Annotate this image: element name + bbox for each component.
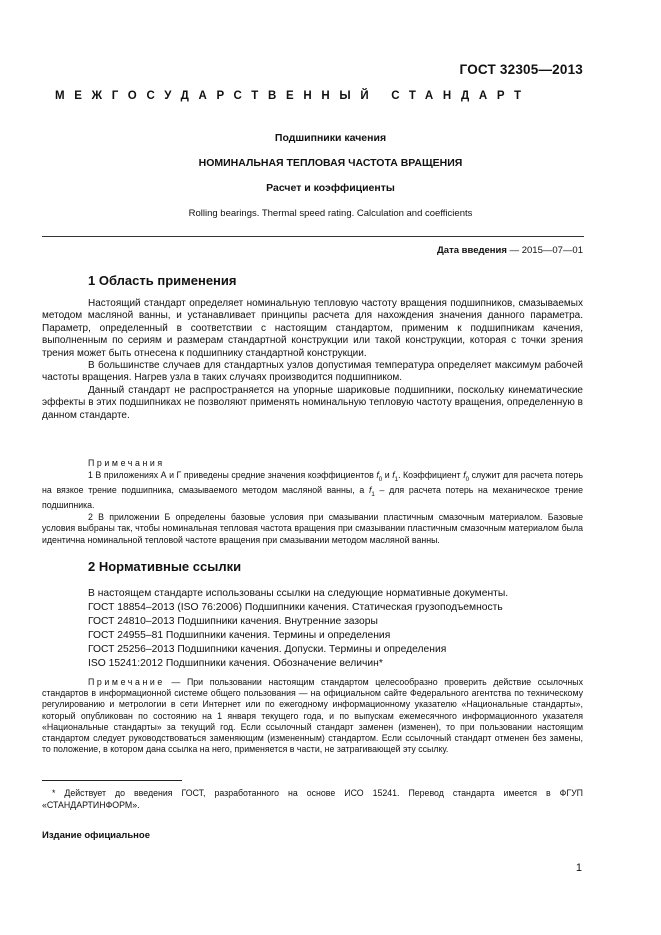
note-text: — При пользовании настоящим стандартом целесообразно проверить действие ссылочных стандартов в информационной системе общего пользования — на официальном сайте Федерального агентства по техническому регулированию и метрологии в сети Интернет или по ежегодному информационному указателю «Национальные стандарты», который опубликован по состоянию на 1 января текущего года, и по выпускам ежемесячного информационного указателя «Национальные стандарты» за текущий год. Если ссылочный стандарт заменен (изменен), то при пользовании настоящим стандартом следует руководствоваться заменяющим (измененным) стандартом. Если ссылочный стандарт отменен без замены, то положение, в котором дана ссылка на него, применяется в части, не затрагивающей эту ссылку. bbox=[42, 677, 583, 755]
intro-date-label: Дата введения bbox=[437, 245, 507, 256]
title-english: Rolling bearings. Thermal speed rating. Calculation and coefficients bbox=[188, 208, 473, 219]
title-sub: Расчет и коэффициенты bbox=[266, 182, 395, 194]
reference-item: ГОСТ 24810–2013 Подшипники качения. Внутренние зазоры bbox=[88, 616, 378, 627]
section-1-body bbox=[42, 298, 583, 422]
section-1-heading: 1 Область применения bbox=[88, 273, 237, 288]
section-2-heading: 2 Нормативные ссылки bbox=[88, 559, 242, 574]
section-2-note bbox=[42, 677, 583, 755]
reference-item: В настоящем стандарте использованы ссылки на следующие нормативные документы. bbox=[88, 588, 509, 599]
standard-type: МЕЖГОСУДАРСТВЕННЫЙ СТАНДАРТ bbox=[55, 90, 531, 102]
section-1-notes bbox=[42, 458, 583, 546]
intro-date-value: — 2015—07—01 bbox=[509, 245, 583, 256]
title-subject: Подшипники качения bbox=[274, 132, 387, 144]
reference-item: ГОСТ 24955–81 Подшипники качения. Термины и определения bbox=[88, 630, 391, 641]
reference-item: ISO 15241:2012 Подшипники качения. Обозначение величин* bbox=[88, 658, 383, 669]
notes-label: Примечания bbox=[88, 458, 165, 468]
footnote: * Действует до введения ГОСТ, разработанного на основе ИСО 15241. Перевод стандарта имеется в ФГУП «СТАНДАРТИНФОРМ». bbox=[42, 788, 583, 810]
note-1: 1 В приложениях А и Г приведены средние значения коэффициентов $f_0$ и $f_1$. Коэффициент $f_0$ служит для расчета потерь на вязкое трение подшипника, смазываемого методом масляной ванны, а $f_1$ – для расчета потерь на механическое трение подшипника. bbox=[42, 469, 583, 510]
normative-references bbox=[88, 587, 508, 671]
paragraph: Данный стандарт не распространяется на упорные шариковые подшипники, поскольку кинематические эффекты в этих подшипниках не позволяют применять номинальную тепловую частоту вращения, определенную в данном стандарте. bbox=[42, 384, 583, 421]
note-2: 2 В приложении Б определены базовые условия при смазывании пластичным смазочным материалом. Базовые условия выбраны так, чтобы номинальная тепловая частота вращения при смазывании пластичным смазочным материалом была идентична номинальной тепловой частоте вращения при смазывании методом масляной ванны. bbox=[42, 511, 583, 545]
page-number: 1 bbox=[575, 862, 582, 874]
reference-item: ГОСТ 25256–2013 Подшипники качения. Допуски. Термины и определения bbox=[88, 644, 447, 655]
reference-item: ГОСТ 18854–2013 (ISO 76:2006) Подшипники качения. Статическая грузоподъемность bbox=[88, 602, 503, 613]
paragraph: В большинстве случаев для стандартных узлов допустимая температура определяет максимум рабочей частоты вращения. Нагрев узла в таких случаях производится подшипником. bbox=[42, 360, 583, 384]
footnote-divider bbox=[42, 780, 182, 781]
title-main: НОМИНАЛЬНАЯ ТЕПЛОВАЯ ЧАСТОТА ВРАЩЕНИЯ bbox=[198, 157, 463, 169]
gost-number: ГОСТ 32305—2013 bbox=[459, 62, 583, 77]
paragraph: Настоящий стандарт определяет номинальную тепловую частоту вращения подшипников, смазываемых методом масляной ванны, и устанавливает принципы расчета для нахождения значения данного параметра. Параметр, определенный в соответствии с настоящим стандартом, применим к подшипникам качения, выполненным по сериям и размерам стандартной конструкции или такой конструкции, которая с точки зрения трения может быть отнесена к подшипнику стандартной конструкции. bbox=[42, 298, 583, 359]
intro-date bbox=[437, 245, 583, 256]
edition-label: Издание официальное bbox=[42, 830, 150, 841]
note-label: Примечание bbox=[88, 677, 165, 687]
title-divider bbox=[42, 236, 584, 237]
